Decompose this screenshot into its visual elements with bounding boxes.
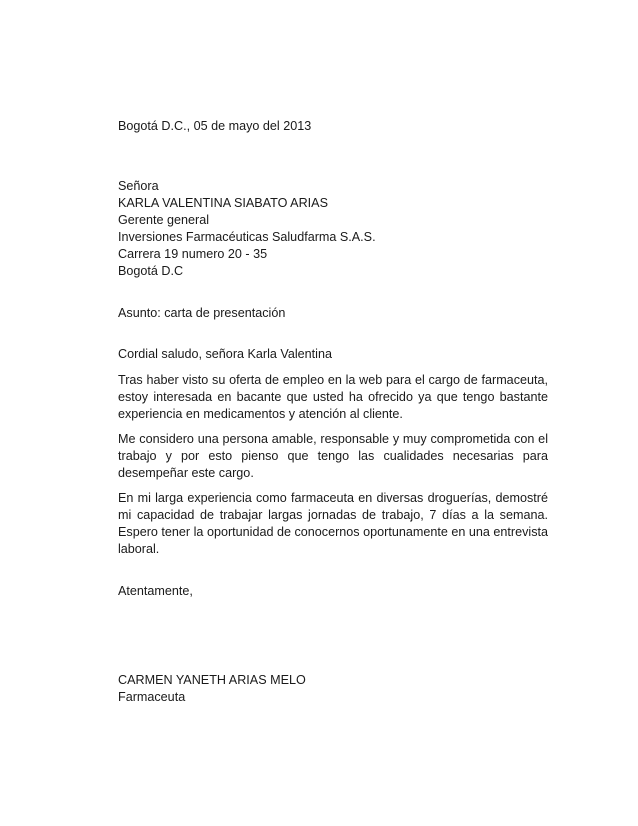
- signature-name: CARMEN YANETH ARIAS MELO: [118, 673, 306, 687]
- recipient-company: Inversiones Farmacéuticas Saludfarma S.A.S.: [118, 230, 376, 244]
- body-paragraph-1: Tras haber visto su oferta de empleo en la web para el cargo de farmaceuta, estoy interesada en bacante que usted ha ofrecido ya que tengo bastante experiencia en medicamentos y atención al cliente.: [118, 373, 548, 421]
- body-paragraph-2: Me considero una persona amable, responsable y muy comprometida con el trabajo y por esto pienso que tengo las cualidades necesarias para desempeñar este cargo.: [118, 432, 548, 480]
- recipient-name: KARLA VALENTINA SIABATO ARIAS: [118, 196, 328, 210]
- recipient-salutation: Señora: [118, 179, 159, 193]
- letter-closing: Atentamente,: [118, 584, 193, 598]
- body-paragraph-3: En mi larga experiencia como farmaceuta en diversas droguerías, demostré mi capacidad de trabajar largas jornadas de trabajo, 7 días a la semana. Espero tener la oportunidad de conocernos oportunamente en una entrevista laboral.: [118, 491, 548, 556]
- recipient-position: Gerente general: [118, 213, 210, 227]
- letter-body: [118, 118, 548, 706]
- letter-subject: Asunto: carta de presentación: [118, 306, 286, 320]
- letter-greeting: Cordial saludo, señora Karla Valentina: [118, 347, 332, 361]
- letter-date: Bogotá D.C., 05 de mayo del 2013: [118, 119, 312, 133]
- recipient-block: [118, 178, 548, 280]
- recipient-city: Bogotá D.C: [118, 264, 184, 278]
- recipient-address: Carrera 19 numero 20 - 35: [118, 247, 268, 261]
- signature-block: [118, 672, 548, 706]
- signature-title: Farmaceuta: [118, 690, 186, 704]
